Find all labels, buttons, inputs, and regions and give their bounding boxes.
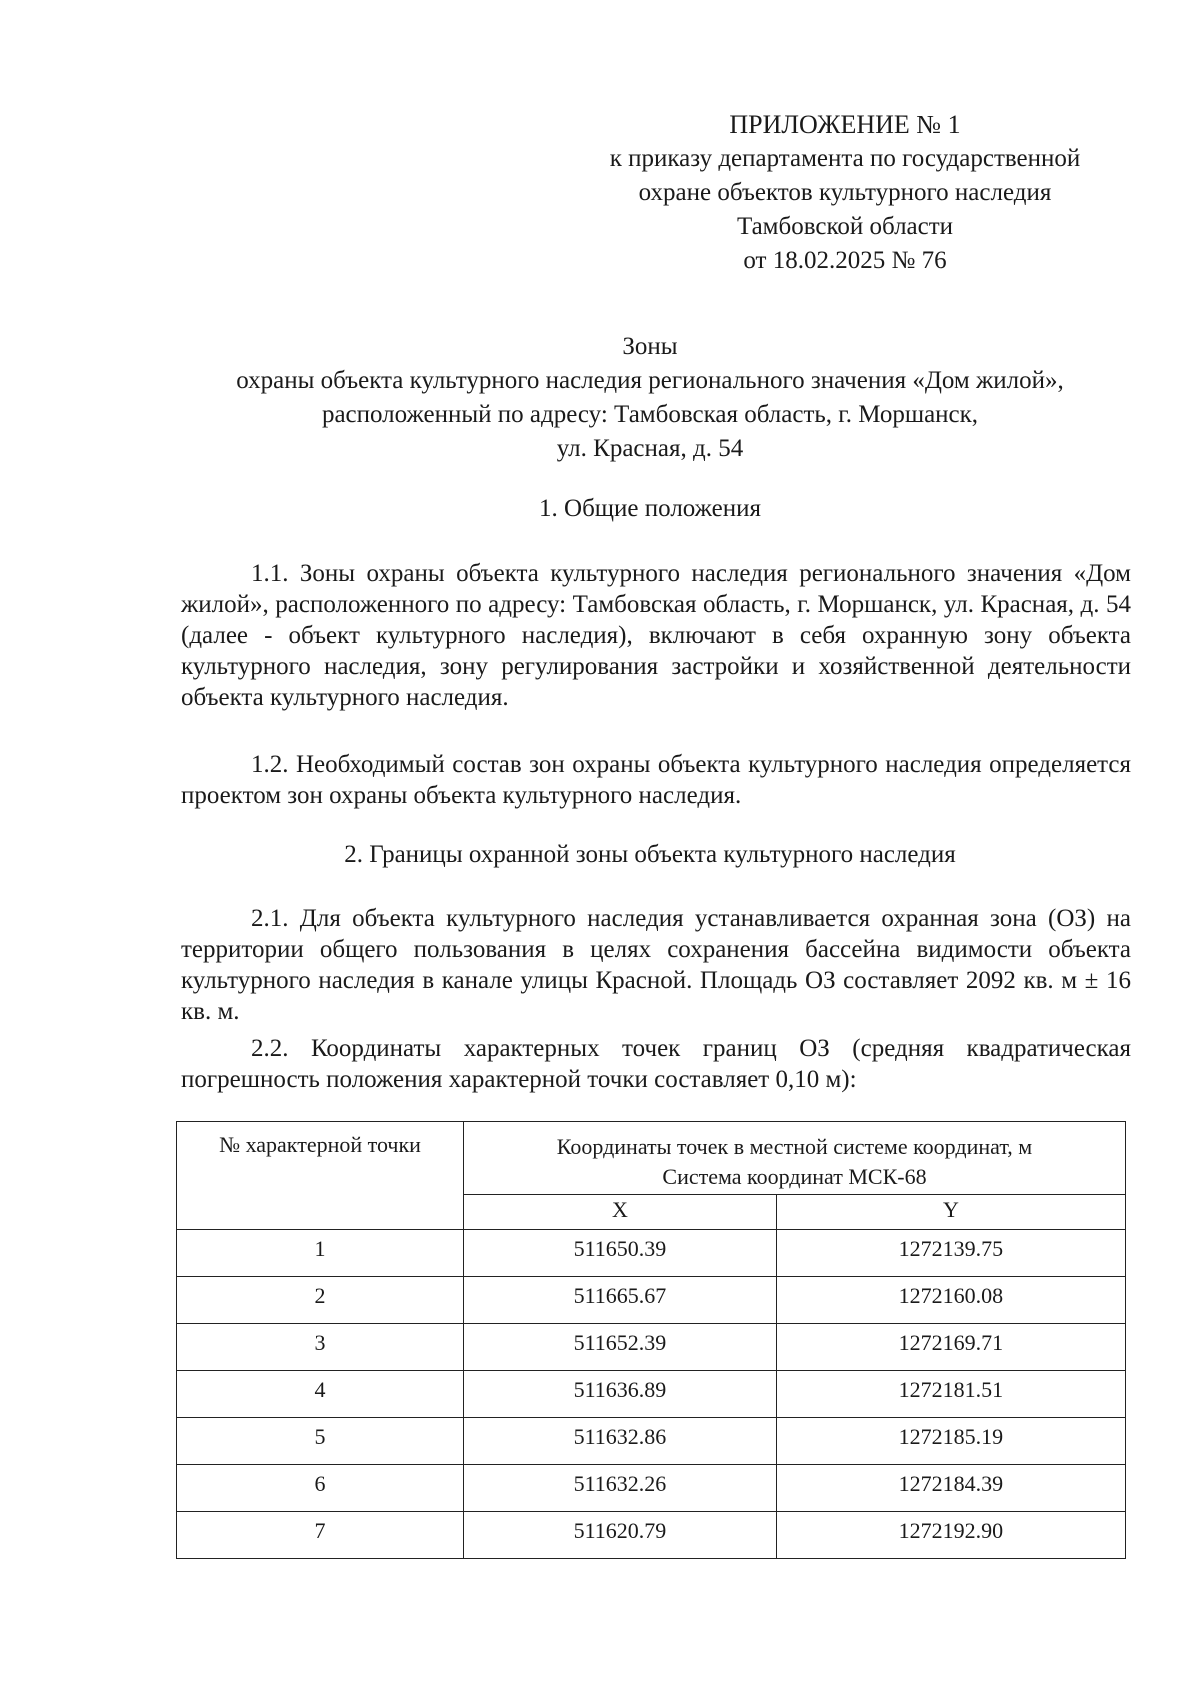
y-cell: 1272160.08 (776, 1277, 1125, 1324)
point-number-cell: 2 (177, 1277, 464, 1324)
table-row (177, 1230, 1126, 1277)
title-line-1: Зоны (622, 333, 678, 360)
point-number-cell: 4 (177, 1371, 464, 1418)
header-order-line-3: Тамбовской области (736, 213, 954, 240)
header-order-line-1: к приказу департамента по государственной (609, 145, 1081, 172)
y-cell: 1272139.75 (776, 1230, 1125, 1277)
point-number-cell: 1 (177, 1230, 464, 1277)
header-order-line-2: охране объектов культурного наследия (638, 179, 1052, 206)
point-number-cell: 6 (177, 1465, 464, 1512)
x-cell: 511652.39 (464, 1324, 777, 1371)
y-cell: 1272181.51 (776, 1371, 1125, 1418)
section-1-heading: 1. Общие положения (539, 495, 761, 522)
appendix-number: ПРИЛОЖЕНИЕ № 1 (729, 110, 961, 139)
document-title (150, 330, 1150, 466)
paragraph-2-1: 2.1. Для объекта культурного наследия устанавливается охранная зона (ОЗ) на территории общего пользования в целях сохранения бассейна видимости объекта культурного наследия в канале улицы Красной. Площадь ОЗ составляет 2092 кв. м ± 16 кв. м. (181, 905, 1131, 1025)
table-row (177, 1277, 1126, 1324)
y-cell: 1272185.19 (776, 1418, 1125, 1465)
x-cell: 511650.39 (464, 1230, 777, 1277)
coordinates-table (176, 1121, 1126, 1559)
header-point-number: № характерной точки (177, 1122, 464, 1230)
point-number-cell: 3 (177, 1324, 464, 1371)
section-2-heading: 2. Границы охранной зоны объекта культурного наследия (344, 841, 956, 868)
table-row (177, 1371, 1126, 1418)
title-line-3: расположенный по адресу: Тамбовская область, г. Моршанск, (321, 401, 979, 428)
title-line-2: охраны объекта культурного наследия регионального значения «Дом жилой», (236, 367, 1064, 394)
table-row (177, 1324, 1126, 1371)
title-line-4: ул. Красная, д. 54 (556, 435, 744, 462)
table-row (177, 1418, 1126, 1465)
table-row (177, 1512, 1126, 1559)
table-row (177, 1465, 1126, 1512)
point-number-cell: 5 (177, 1418, 464, 1465)
paragraph-1-1: 1.1. Зоны охраны объекта культурного наследия регионального значения «Дом жилой», расположенного по адресу: Тамбовская область, г. Моршанск, ул. Красная, д. 54 (далее - объект культурного наследия), включают в себя охранную зону объекта культурного наследия, зону регулирования застройки и хозяйственной деятельности объекта культурного наследия. (181, 560, 1131, 711)
header-x: X (464, 1195, 777, 1230)
x-cell: 511665.67 (464, 1277, 777, 1324)
document-header (560, 108, 1130, 278)
paragraph-2-2: 2.2. Координаты характерных точек границ ОЗ (средняя квадратическая погрешность положения характерной точки составляет 0,10 м): (181, 1035, 1131, 1093)
header-order-date: от 18.02.2025 № 76 (743, 247, 947, 274)
point-number-cell: 7 (177, 1512, 464, 1559)
header-coordinates (464, 1122, 1126, 1195)
x-cell: 511620.79 (464, 1512, 777, 1559)
paragraph-1-2: 1.2. Необходимый состав зон охраны объекта культурного наследия определяется проектом зон охраны объекта культурного наследия. (181, 751, 1131, 809)
x-cell: 511636.89 (464, 1371, 777, 1418)
y-cell: 1272169.71 (776, 1324, 1125, 1371)
header-coordinates-line-1: Координаты точек в местной системе координат, м (556, 1134, 1033, 1159)
x-cell: 511632.86 (464, 1418, 777, 1465)
y-cell: 1272184.39 (776, 1465, 1125, 1512)
header-coordinates-line-2: Система координат МСК-68 (662, 1164, 927, 1189)
y-cell: 1272192.90 (776, 1512, 1125, 1559)
header-y: Y (776, 1195, 1125, 1230)
x-cell: 511632.26 (464, 1465, 777, 1512)
